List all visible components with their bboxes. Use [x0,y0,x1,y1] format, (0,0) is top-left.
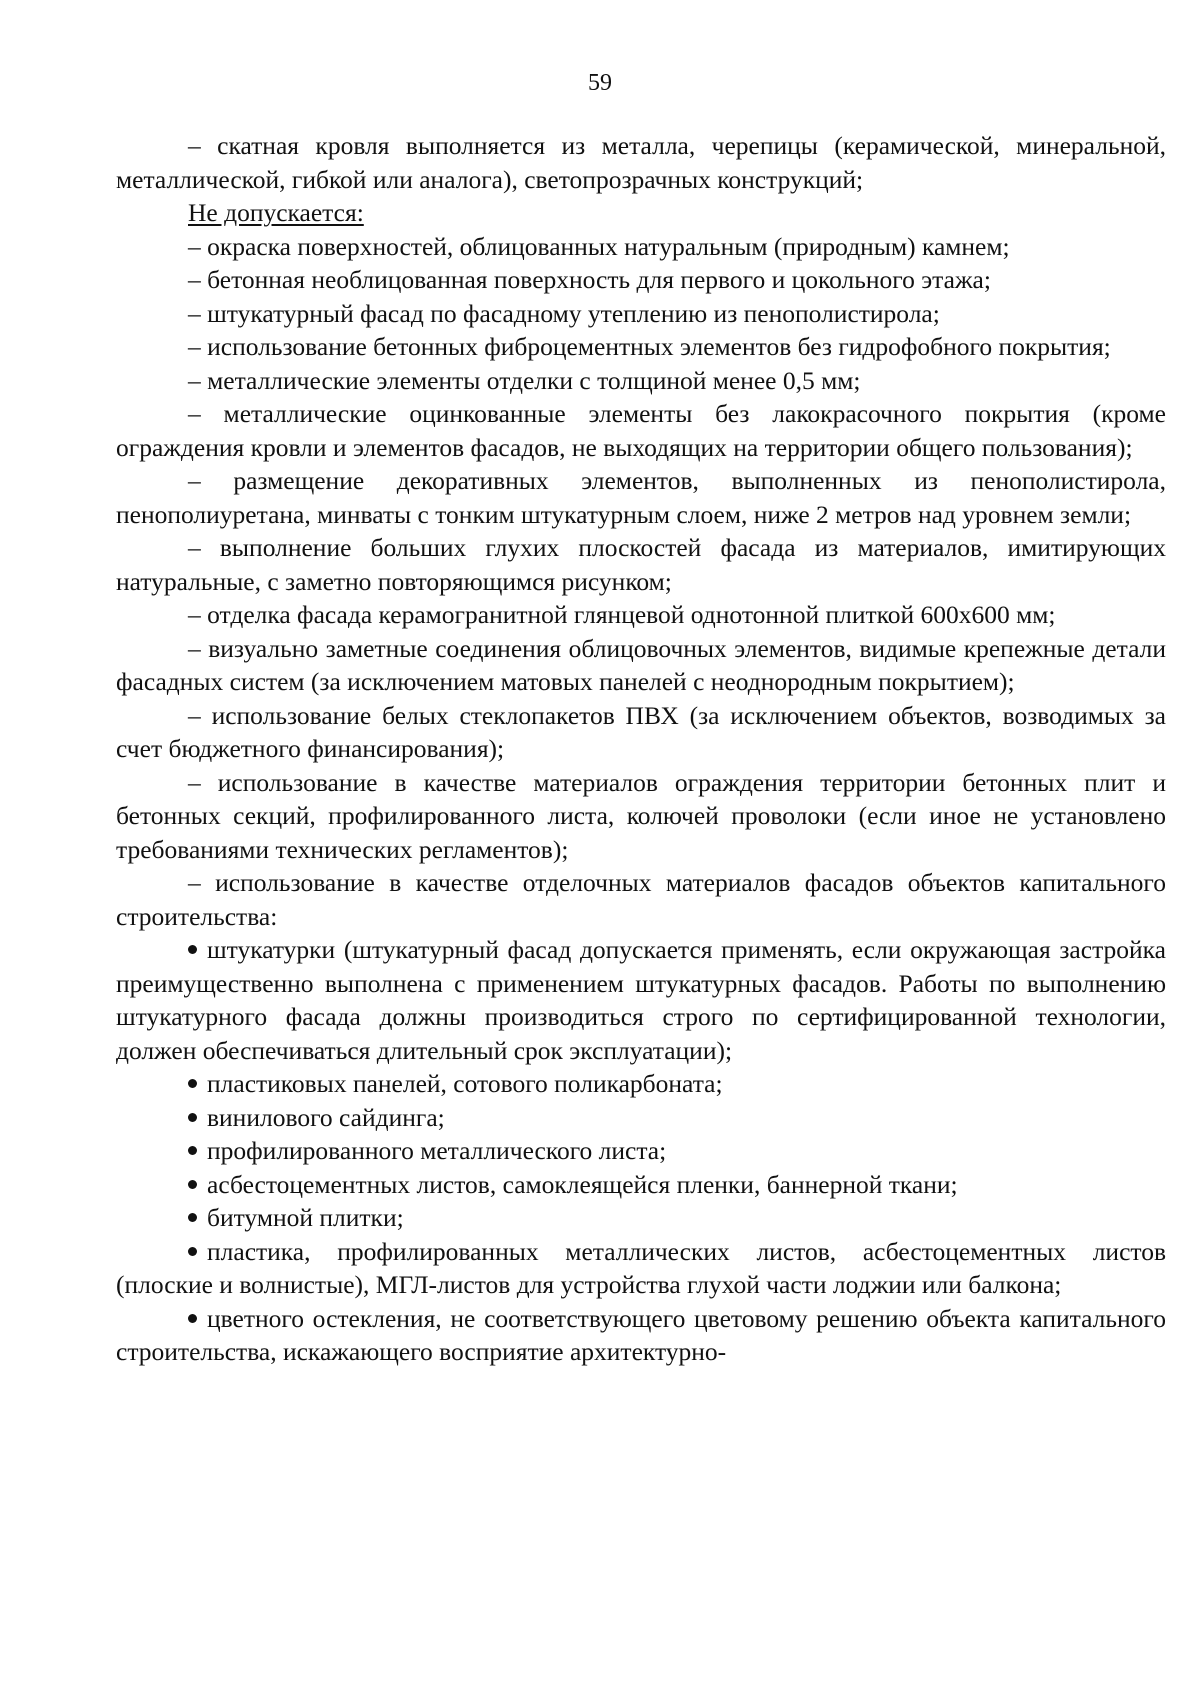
bullet-item [116,1168,1166,1202]
bullet-text: пластиковых панелей, сотового поликарбоната; [207,1069,723,1098]
list-item: – использование белых стеклопакетов ПВХ (за исключением объектов, возводимых за счет бюджетного финансирования); [116,700,1166,763]
bullet-icon [188,1213,197,1222]
paragraph-roof: – скатная кровля выполняется из металла, черепицы (керамической, минеральной, металлической, гибкой или аналога), светопрозрачных конструкций; [116,131,1166,194]
list-item: – размещение декоративных элементов, выполненных из пенополистирола, пенополиуретана, минваты с тонким штукатурным слоем, ниже 2 метров над уровнем земли; [116,466,1166,529]
bullet-text: штукатурки (штукатурный фасад допускается применять, если окружающая застройка преимущественно выполнена с применением штукатурных фасадов. Работы по выполнению штукатурного фасада должны производиться строго по сертифицированной технологии, должен обеспечиваться длительный срок эксплуатации); [116,935,1166,1065]
list-item: – штукатурный фасад по фасадному утеплению из пенополистирола; [188,298,940,328]
list-item: – использование бетонных фиброцементных элементов без гидрофобного покрытия; [188,332,1111,361]
bullet-text: винилового сайдинга; [207,1102,445,1132]
bullet-item [116,1302,1166,1369]
bullet-icon [188,1314,197,1323]
list-item: – металлические элементы отделки с толщиной менее 0,5 мм; [188,365,861,395]
list-item: – визуально заметные соединения облицовочных элементов, видимые крепежные детали фасадных систем (за исключением матовых панелей с неоднородным покрытием); [116,633,1166,696]
document-body [116,129,1166,1369]
list-item: – выполнение больших глухих плоскостей фасада из материалов, имитирующих натуральные, с заметно повторяющимся рисунком; [116,533,1166,596]
bullet-text: цветного остекления, не соответствующего цветовому решению объекта капитального строительства, искажающего восприятие архитектурно- [116,1303,1166,1366]
section-heading-not-allowed [116,196,1166,230]
list-item: – металлические оцинкованные элементы без лакокрасочного покрытия (кроме ограждения кровли и элементов фасадов, не выходящих на территории общего пользования); [116,399,1166,462]
bullet-icon [188,1146,197,1155]
bullet-item [116,1101,1166,1135]
list-item: – бетонная необлицованная поверхность для первого и цокольного этажа; [188,265,991,294]
page-number: 59 [588,70,612,96]
bullet-icon [188,1079,197,1088]
bullet-item [116,1235,1166,1302]
bullet-item [116,1134,1166,1168]
list-item: – использование в качестве материалов ограждения территории бетонных плит и бетонных секций, профилированного листа, колючей проволоки (если иное не установлено требованиями технических регламентов); [116,767,1166,864]
bullet-icon [188,1113,197,1122]
bullet-icon [188,1180,197,1189]
list-item: – использование в качестве отделочных материалов фасадов объектов капитального строительства: [116,868,1166,931]
bullet-icon [188,945,197,954]
bullet-text: битумной плитки; [207,1203,404,1232]
list-item: – окраска поверхностей, облицованных натуральным (природным) камнем; [188,231,1010,261]
bullet-item [116,1067,1166,1101]
heading-text: Не допускается: [188,198,364,227]
bullet-item [116,933,1166,1067]
bullet-text: пластика, профилированных металлических листов, асбестоцементных листов (плоские и волнистые), МГЛ-листов для устройства глухой части лоджии или балкона; [116,1236,1166,1299]
bullet-text: асбестоцементных листов, самоклеящейся пленки, баннерной ткани; [207,1169,958,1199]
bullet-item [116,1201,1166,1235]
bullet-text: профилированного металлического листа; [207,1136,667,1165]
list-item: – отделка фасада керамогранитной глянцевой однотонной плиткой 600х600 мм; [188,600,1056,629]
bullet-icon [188,1247,197,1256]
